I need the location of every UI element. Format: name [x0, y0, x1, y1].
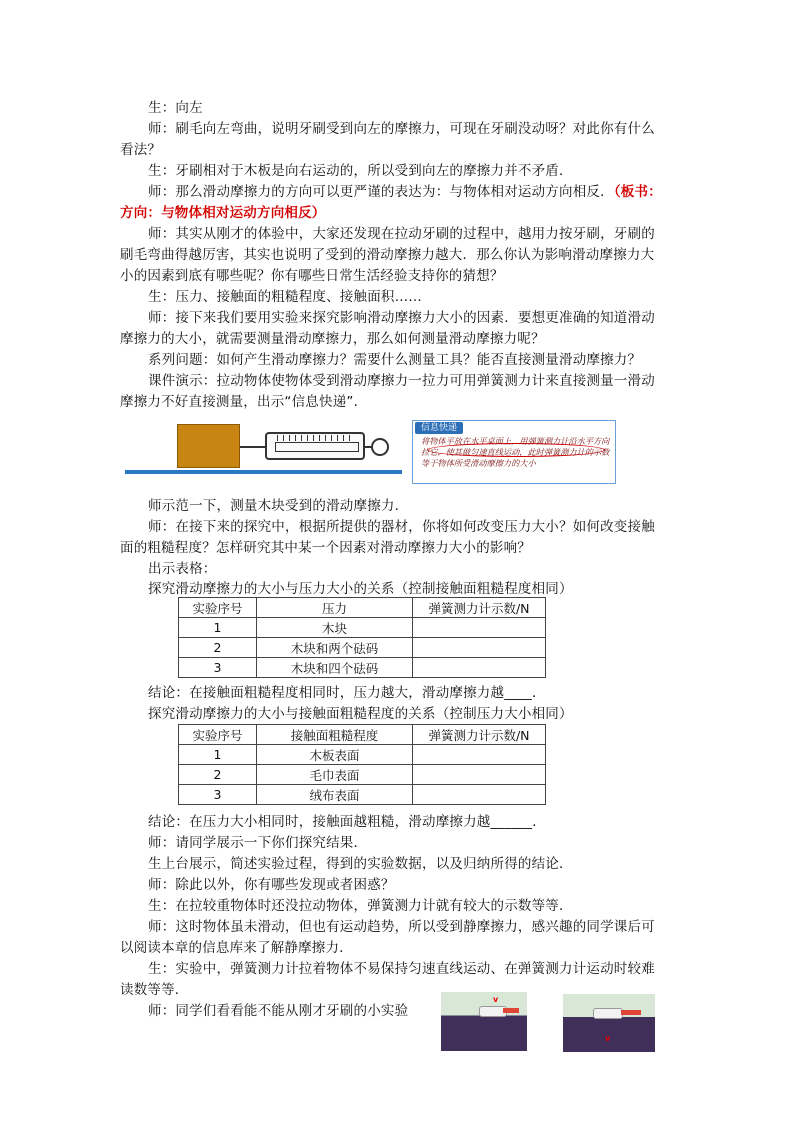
toothbrush-photo-2 — [563, 994, 655, 1052]
conclusion-line: 结论：在接触面粗糙程度相同时，压力越大，滑动摩擦力越____． — [148, 685, 546, 701]
text-line: 生：实验中，弹簧测力计拉着物体不易保持匀速直线运动、在弹簧测力计运动时较难 — [148, 961, 655, 977]
text-line: 以阅读本章的信息库来了解静摩擦力． — [120, 940, 353, 956]
wooden-block — [177, 424, 240, 468]
text-line: 课件演示：拉动物体使物体受到滑动摩擦力一拉力可用弹簧测力计来直接测量一滑动 — [148, 373, 655, 389]
table-row — [179, 638, 546, 658]
text-line: 师：除此以外，你有哪些发现或者困惑？ — [148, 877, 395, 893]
table-caption: 探究滑动摩擦力的大小与压力大小的关系（控制接触面粗糙程度相同） — [148, 581, 573, 597]
table-row — [179, 658, 546, 678]
text-line: 读数等等． — [120, 982, 189, 998]
board-note-text: 方向：与物体相对运动方向相反） — [120, 205, 326, 221]
table-cell — [413, 785, 546, 805]
text-line: 师：同学们看看能不能从刚才牙刷的小实验 — [148, 1003, 409, 1019]
text-line: 看法？ — [120, 142, 162, 158]
conclusion-line: 结论：在压力大小相同时，接触面越粗糙，滑动摩擦力越______． — [148, 814, 546, 830]
roughness-table — [178, 724, 546, 805]
text-line: 小的因素到底有哪些呢？你有哪些日常生活经验支持你的猜想？ — [120, 268, 504, 284]
table-row — [179, 785, 546, 805]
spring-scale-figure — [125, 418, 405, 480]
table-cell: 1 — [179, 745, 257, 765]
table-row — [179, 618, 546, 638]
table-cell: 木块 — [257, 618, 413, 638]
table-cell: 2 — [179, 638, 257, 658]
table-cell: 木板表面 — [257, 745, 413, 765]
text-line: 生：压力、接触面的粗糙程度、接触面积…… — [148, 289, 422, 305]
table-header: 弹簧测力计示数/N — [413, 725, 546, 745]
scale-ring — [371, 438, 389, 456]
toothbrush-photo-1 — [441, 992, 527, 1051]
table-cell — [413, 638, 546, 658]
scale-ticks — [277, 435, 355, 441]
toothbrush-handle — [503, 1008, 519, 1013]
info-box-title: 信息快递 — [415, 422, 463, 434]
text-line: 面的粗糙程度？怎样研究其中某一个因素对滑动摩擦力大小的影响？ — [120, 540, 531, 556]
table-cell: 绒布表面 — [257, 785, 413, 805]
table-cell — [413, 765, 546, 785]
table-cell: 3 — [179, 658, 257, 678]
table-cell: 木块和两个砝码 — [257, 638, 413, 658]
table-cell: 木块和四个砝码 — [257, 658, 413, 678]
pull-string — [240, 446, 265, 448]
text-line: 师：那么滑动摩擦力的方向可以更严谨的表达为：与物体相对运动方向相反．（板书： — [148, 184, 662, 200]
toothbrush-handle — [621, 1010, 641, 1015]
table-header: 弹簧测力计示数/N — [413, 598, 546, 618]
text-line: 生：在拉较重物体时还没拉动物体，弹簧测力计就有较大的示数等等． — [148, 898, 573, 914]
table-header: 实验序号 — [179, 725, 257, 745]
table-header: 接触面粗糙程度 — [257, 725, 413, 745]
toothbrush-head — [593, 1008, 623, 1019]
text-line: 师：在接下来的探究中，根据所提供的器材，你将如何改变压力大小？如何改变接触 — [148, 519, 655, 535]
text-line: 师：其实从刚才的体验中，大家还发现在拉动牙刷的过程中，越用力按牙刷，牙刷的 — [148, 226, 655, 242]
text-line: 摩擦力的大小，就需要测量滑动摩擦力，那么如何测量滑动摩擦力呢？ — [120, 331, 545, 347]
board-note-start: （板书： — [613, 184, 662, 200]
table-cell: 毛巾表面 — [257, 765, 413, 785]
table-header-row — [179, 598, 546, 618]
text-line: 系列问题：如何产生滑动摩擦力？需要什么测量工具？能否直接测量滑动摩擦力？ — [148, 352, 642, 368]
scale-tube — [275, 442, 359, 452]
spring-scale-icon — [265, 432, 365, 460]
table-row — [179, 745, 546, 765]
pressure-table — [178, 597, 546, 678]
text-line: 生上台展示，简述实验过程，得到的实验数据，以及归纳所得的结论． — [148, 856, 573, 872]
table-cell — [413, 745, 546, 765]
table-cell: 3 — [179, 785, 257, 805]
text-line: 摩擦力不好直接测量，出示“信息快递”． — [120, 394, 368, 410]
table-caption: 探究滑动摩擦力的大小与接触面粗糙程度的关系（控制压力大小相同） — [148, 706, 573, 722]
text-line: 刷毛弯曲得越厉害，其实也说明了受到的滑动摩擦力越大．那么你认为影响滑动摩擦力大 — [120, 247, 655, 263]
table-cell — [413, 658, 546, 678]
table-header-row — [179, 725, 546, 745]
velocity-arrow-label: v — [605, 1034, 611, 1043]
velocity-arrow-label: v — [493, 995, 499, 1004]
text-line: 师：接下来我们要用实验来探究影响滑动摩擦力大小的因素．要想更准确的知道滑动 — [148, 310, 655, 326]
text-line: 生：牙刷相对于木板是向右运动的，所以受到向左的摩擦力并不矛盾． — [148, 163, 573, 179]
text-line: 师：这时物体虽未滑动，但也有运动趋势，所以受到静摩擦力，感兴趣的同学课后可 — [148, 919, 655, 935]
info-express-box — [412, 420, 616, 484]
table-cell: 2 — [179, 765, 257, 785]
text-line: 出示表格： — [148, 561, 217, 577]
text-line: 师示范一下，测量木块受到的滑动摩擦力． — [148, 498, 409, 514]
table-cell — [413, 618, 546, 638]
info-box-text: 将物体平放在水平桌面上，用弹簧测力计沿水平方向拉它，使其做匀速直线运动，此时弹簧测力计的示数等于物体所受滑动摩擦力的大小 — [421, 436, 610, 468]
table-row — [179, 765, 546, 785]
table-surface — [125, 470, 402, 474]
table-cell: 1 — [179, 618, 257, 638]
table-header: 实验序号 — [179, 598, 257, 618]
text-line: 师：刷毛向左弯曲，说明牙刷受到向左的摩擦力，可现在牙刷没动呀？对此你有什么 — [148, 121, 655, 137]
text-line: 生：向左 — [148, 100, 203, 116]
table-header: 压力 — [257, 598, 413, 618]
text-line: 师：请同学展示一下你们探究结果． — [148, 835, 368, 851]
